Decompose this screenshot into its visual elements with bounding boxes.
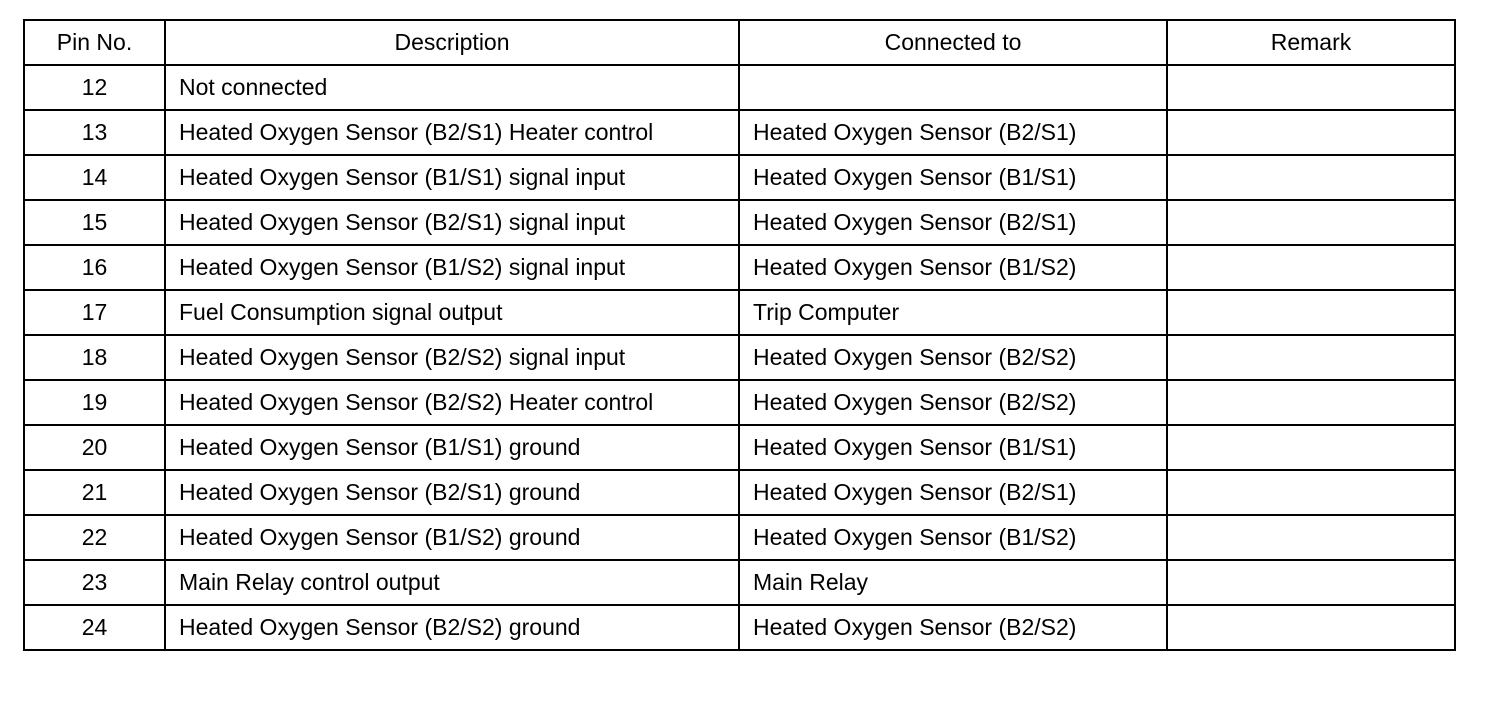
pin-assignment-table (23, 19, 1456, 651)
connected-to-cell: Heated Oxygen Sensor (B2/S2) (739, 335, 1167, 380)
table-row (24, 110, 1455, 155)
description-cell: Heated Oxygen Sensor (B2/S2) ground (165, 605, 739, 650)
pin-cell: 16 (24, 245, 165, 290)
header-description: Description (165, 20, 739, 65)
remark-cell (1167, 245, 1455, 290)
table-row (24, 560, 1455, 605)
remark-cell (1167, 605, 1455, 650)
connected-to-cell: Heated Oxygen Sensor (B1/S1) (739, 155, 1167, 200)
remark-cell (1167, 515, 1455, 560)
description-cell: Not connected (165, 65, 739, 110)
remark-cell (1167, 335, 1455, 380)
description-cell: Heated Oxygen Sensor (B1/S1) ground (165, 425, 739, 470)
pin-cell: 17 (24, 290, 165, 335)
table-row (24, 290, 1455, 335)
pin-cell: 23 (24, 560, 165, 605)
header-row (24, 20, 1455, 65)
pin-cell: 20 (24, 425, 165, 470)
connected-to-cell: Heated Oxygen Sensor (B2/S1) (739, 200, 1167, 245)
description-cell: Fuel Consumption signal output (165, 290, 739, 335)
table-header (24, 20, 1455, 65)
connected-to-cell: Heated Oxygen Sensor (B2/S2) (739, 605, 1167, 650)
pin-cell: 18 (24, 335, 165, 380)
pin-cell: 22 (24, 515, 165, 560)
table-row (24, 155, 1455, 200)
description-cell: Heated Oxygen Sensor (B2/S1) Heater control (165, 110, 739, 155)
header-pin-no: Pin No. (24, 20, 165, 65)
description-cell: Main Relay control output (165, 560, 739, 605)
connected-to-cell: Heated Oxygen Sensor (B1/S2) (739, 245, 1167, 290)
remark-cell (1167, 425, 1455, 470)
pin-cell: 14 (24, 155, 165, 200)
description-cell: Heated Oxygen Sensor (B2/S2) Heater control (165, 380, 739, 425)
table-row (24, 380, 1455, 425)
remark-cell (1167, 560, 1455, 605)
header-connected-to: Connected to (739, 20, 1167, 65)
remark-cell (1167, 110, 1455, 155)
remark-cell (1167, 290, 1455, 335)
connected-to-cell: Heated Oxygen Sensor (B2/S2) (739, 380, 1167, 425)
connected-to-cell: Heated Oxygen Sensor (B1/S2) (739, 515, 1167, 560)
pin-cell: 24 (24, 605, 165, 650)
connected-to-cell: Heated Oxygen Sensor (B2/S1) (739, 470, 1167, 515)
table-row (24, 65, 1455, 110)
description-cell: Heated Oxygen Sensor (B2/S1) ground (165, 470, 739, 515)
description-cell: Heated Oxygen Sensor (B2/S2) signal input (165, 335, 739, 380)
pin-cell: 13 (24, 110, 165, 155)
table-row (24, 515, 1455, 560)
table-row (24, 200, 1455, 245)
remark-cell (1167, 65, 1455, 110)
description-cell: Heated Oxygen Sensor (B2/S1) signal input (165, 200, 739, 245)
remark-cell (1167, 200, 1455, 245)
connected-to-cell (739, 65, 1167, 110)
header-remark: Remark (1167, 20, 1455, 65)
pin-cell: 21 (24, 470, 165, 515)
table-row (24, 245, 1455, 290)
remark-cell (1167, 380, 1455, 425)
connected-to-cell: Heated Oxygen Sensor (B1/S1) (739, 425, 1167, 470)
remark-cell (1167, 155, 1455, 200)
connected-to-cell: Main Relay (739, 560, 1167, 605)
pin-cell: 19 (24, 380, 165, 425)
description-cell: Heated Oxygen Sensor (B1/S1) signal input (165, 155, 739, 200)
description-cell: Heated Oxygen Sensor (B1/S2) ground (165, 515, 739, 560)
table-row (24, 425, 1455, 470)
remark-cell (1167, 470, 1455, 515)
description-cell: Heated Oxygen Sensor (B1/S2) signal input (165, 245, 739, 290)
table-row (24, 470, 1455, 515)
table-row (24, 605, 1455, 650)
table-body (24, 65, 1455, 650)
connected-to-cell: Trip Computer (739, 290, 1167, 335)
table-row (24, 335, 1455, 380)
connected-to-cell: Heated Oxygen Sensor (B2/S1) (739, 110, 1167, 155)
pin-cell: 15 (24, 200, 165, 245)
pin-cell: 12 (24, 65, 165, 110)
